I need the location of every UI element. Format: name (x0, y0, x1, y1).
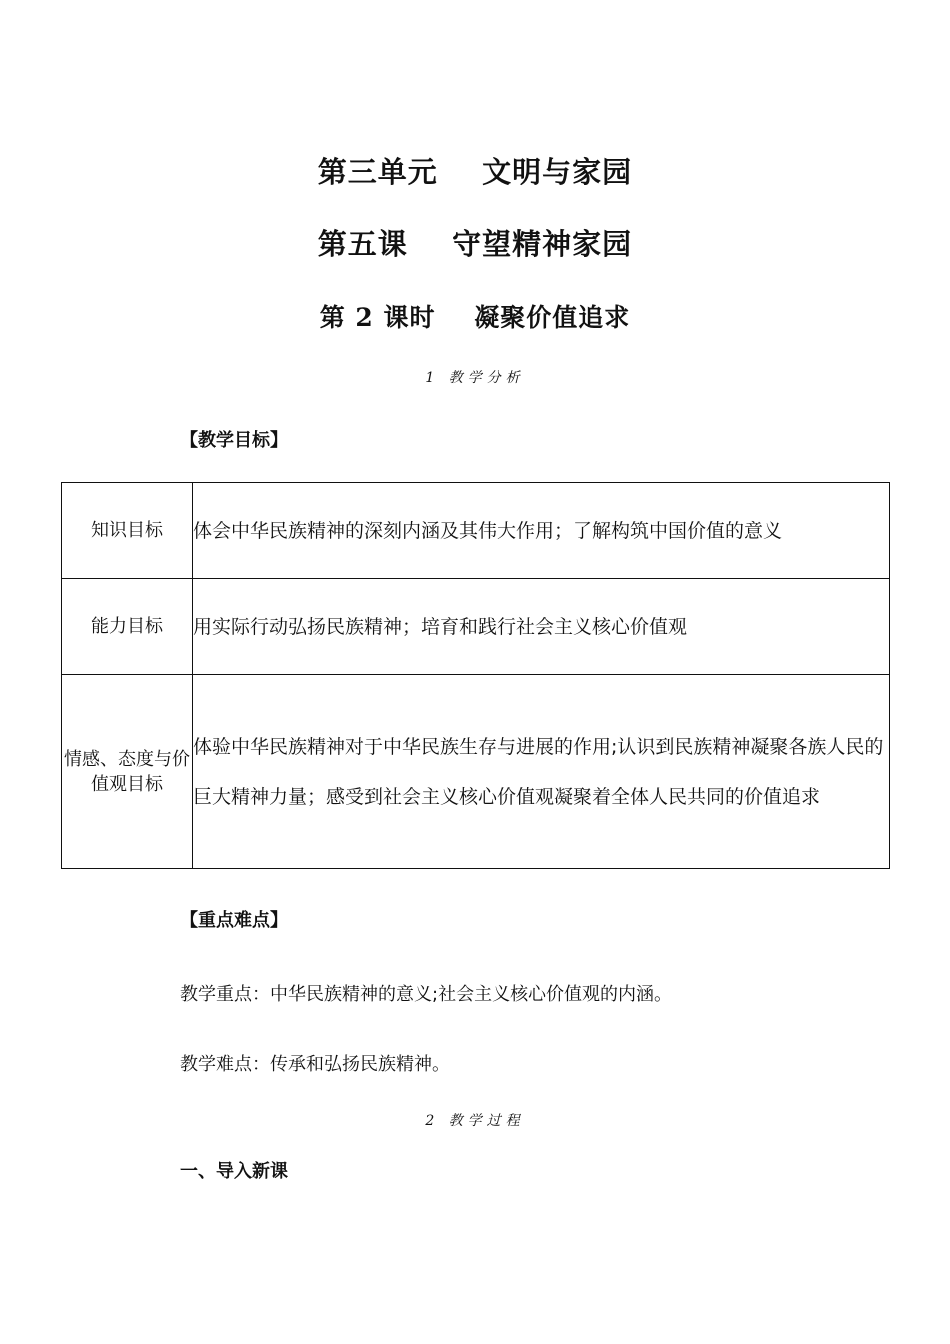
table-row (62, 483, 890, 579)
unit-title: 第三单元 文明与家园 (317, 155, 633, 189)
lesson-title: 第五课 守望精神家园 (317, 227, 633, 261)
goal-content-emotion: 体验中华民族精神对于中华民族生存与进展的作用;认识到民族精神凝聚各族人民的巨大精神力量；感受到社会主义核心价值观凝聚着全体人民共同的价值追求 (193, 675, 890, 869)
table-row (62, 579, 890, 675)
teaching-focus-text: 教学重点：中华民族精神的意义;社会主义核心价值观的内涵。 (180, 984, 673, 1005)
goal-content-knowledge: 体会中华民族精神的深刻内涵及其伟大作用；了解构筑中国价值的意义 (193, 483, 890, 579)
goal-label-ability: 能力目标 (62, 579, 193, 675)
period-title: 第 2 课时 凝聚价值追求 (319, 303, 631, 332)
goal-label-knowledge: 知识目标 (62, 483, 193, 579)
lead-in-heading: 一、导入新课 (180, 1161, 288, 1182)
goal-label-emotion: 情感、态度与价值观目标 (62, 675, 193, 869)
key-points-heading: 【重点难点】 (180, 910, 288, 931)
goal-content-ability: 用实际行动弘扬民族精神；培育和践行社会主义核心价值观 (193, 579, 890, 675)
table-row (62, 675, 890, 869)
teaching-difficulty-text: 教学难点：传承和弘扬民族精神。 (180, 1054, 450, 1075)
section-process-heading: 2 教学过程 (425, 1113, 525, 1129)
section-analysis-heading: 1 教学分析 (425, 370, 525, 386)
teaching-goals-heading: 【教学目标】 (180, 430, 288, 451)
teaching-goals-table (61, 482, 890, 869)
